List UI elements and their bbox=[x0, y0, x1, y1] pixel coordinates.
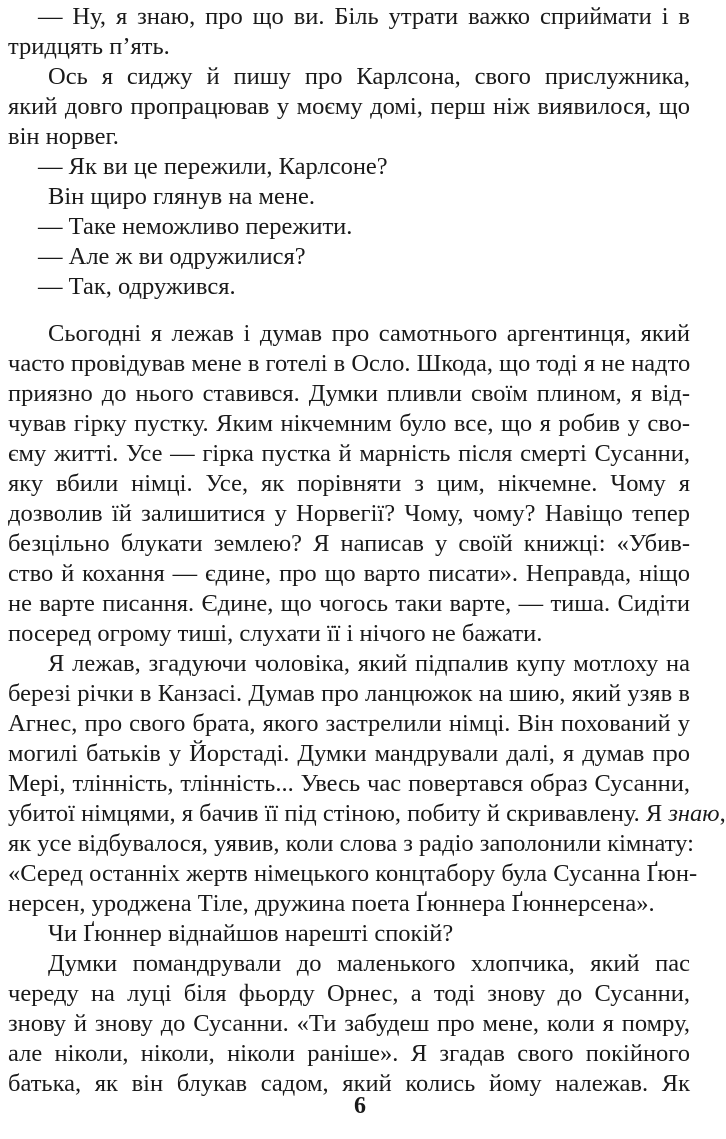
text-line: часто провідував мене в готелі в Осло. Шкода, що тоді я не надто bbox=[8, 350, 691, 377]
text-line: не варте писання. Єдине, що чогось таки варте, — тиша. Сидіти bbox=[8, 590, 690, 617]
text-line: череду на луці біля фьорду Орнес, а тоді знову до Сусанни, bbox=[8, 980, 690, 1007]
text-line: — Але ж ви одружилися? bbox=[38, 243, 306, 270]
text-line: Я лежав, згадуючи чоловіка, який підпалив купу мотлоху на bbox=[48, 650, 690, 677]
text-line: тридцять п’ять. bbox=[8, 33, 170, 60]
text-line: безцільно блукати землею? Я написав у своїй книжці: «Убив- bbox=[8, 530, 690, 557]
text-line: яку вбили німці. Усе, як порівняти з цим, нікчемне. Чому я bbox=[8, 470, 690, 497]
text-line: Сьогодні я лежав і думав про самотнього аргентинця, який bbox=[48, 320, 690, 347]
text-line: Ось я сиджу й пишу про Карлсона, свого прислужника, bbox=[48, 63, 690, 90]
text-line: чував гірку пустку. Яким нікчемним було все, що я робив у сво- bbox=[8, 410, 690, 437]
text-line: Агнес, про свого брата, якого застрелили німці. Він похований у bbox=[8, 710, 690, 737]
text-line: Думки помандрували до маленького хлопчика, який пас bbox=[48, 950, 690, 977]
text-line: Він щиро глянув на мене. bbox=[48, 183, 315, 210]
text-line: нерсен, уроджена Тіле, дружина поета Ґюннера Ґюннерсена». bbox=[8, 890, 655, 917]
text-line: — Як ви це пережили, Карлсоне? bbox=[38, 153, 388, 180]
text-line: але ніколи, ніколи, ніколи раніше». Я згадав свого покійного bbox=[8, 1040, 690, 1067]
text-line: — Таке неможливо пережити. bbox=[38, 213, 353, 240]
text-line: — Так, одружився. bbox=[38, 273, 236, 300]
text-line: Чи Ґюннер віднайшов нарешті спокій? bbox=[48, 920, 454, 947]
text-line: убитої німцями, я бачив її під стіною, побиту й скривавлену. Я знаю, bbox=[8, 800, 726, 827]
text-line: знову й знову до Сусанни. «Ти забудеш про мене, коли я помру, bbox=[8, 1010, 690, 1037]
page-number: 6 bbox=[354, 1093, 366, 1119]
text-line: батька, як він блукав садом, який колись йому належав. Як bbox=[8, 1070, 690, 1097]
text-line: «Серед останніх жертв німецького концтабору була Сусанна Ґюн- bbox=[8, 860, 698, 887]
text-line: могилі батьків у Йорстаді. Думки мандрували далі, я думав про bbox=[8, 740, 690, 767]
text-line: Мері, тлінність, тлінність... Увесь час повертався образ Сусанни, bbox=[8, 770, 690, 797]
text-line: дозволив їй залишитися у Норвегії? Чому, чому? Навіщо тепер bbox=[8, 500, 690, 527]
text-line: як усе відбувалося, уявив, коли слова з радіо заполонили кімнату: bbox=[8, 830, 694, 857]
text-line: — Ну, я знаю, про що ви. Біль утрати важко сприймати і в bbox=[38, 3, 690, 30]
text-line: приязно до нього ставився. Думки пливли своїм плином, я від- bbox=[8, 380, 690, 407]
text-line: ство й кохання — єдине, про що варто писати». Неправда, ніщо bbox=[8, 560, 690, 587]
text-line: посеред огрому тиші, слухати її і нічого не бажати. bbox=[8, 620, 543, 647]
text-line: який довго пропрацював у моєму домі, перш ніж виявилося, що bbox=[8, 93, 690, 120]
text-line: єму житті. Усе — гірка пустка й марність після смерті Сусанни, bbox=[8, 440, 690, 467]
text-line: березі річки в Канзасі. Думав про ланцюжок на шию, який узяв в bbox=[8, 680, 690, 707]
text-line: він норвег. bbox=[8, 123, 119, 150]
